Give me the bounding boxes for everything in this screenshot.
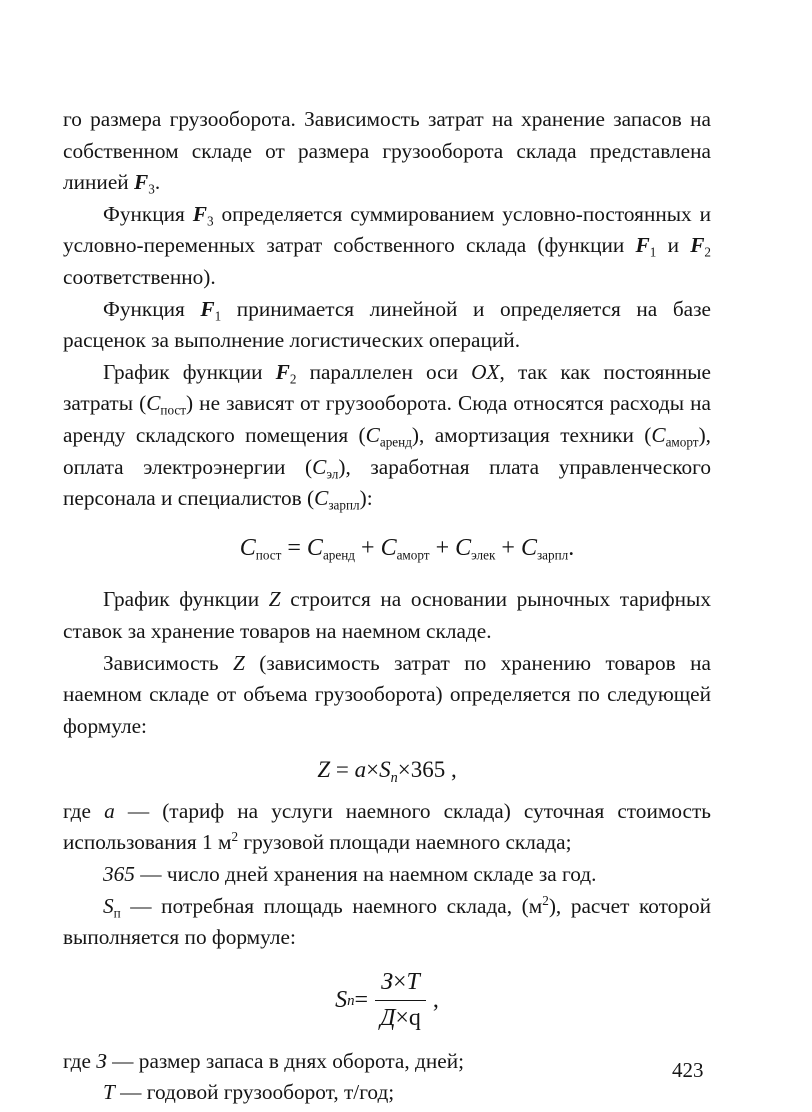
paragraph-9 [63,891,711,954]
formula-area: S n = $\frac{З\times T}{Д\times q}$ , [63,964,711,1038]
paragraph-7 [63,796,711,859]
text: где [63,798,105,823]
operator: + [355,534,381,561]
operator: = [330,757,355,783]
text: ), заработная плата управленческого персонала и специалистов ( [63,454,711,511]
subscript: 2 [289,371,297,387]
paragraph-10 [63,1046,711,1078]
body-text [63,104,711,1109]
var-q: q [408,1005,421,1032]
var-c: C [651,422,666,447]
text: — потребная площадь наемного склада, (м [120,893,543,918]
paragraph-5 [63,584,711,647]
text: , так как постоянные затраты ( [63,359,711,416]
operator: + [429,534,456,561]
var-f: F [200,296,215,321]
number: 365 [103,862,135,887]
subscript: пост [255,547,282,563]
text: . [154,170,161,195]
operator: = [281,534,307,561]
var-s: S [335,987,348,1014]
var-c: C [365,422,380,447]
var-s: S [103,893,114,918]
text: — (тариф на услуги наемного склада) суточная стоимость использования 1 м [63,798,711,855]
text: График функции [103,587,269,612]
text: ), расчет которой выполняется по формуле: [63,893,712,950]
subscript: 3 [148,181,155,197]
text: Функция [103,201,193,226]
text: го размера грузооборота. Зависимость затрат на хранение запасов на собственном складе от размера грузооборота склада представлена линией [63,107,711,195]
var-t: T [103,1080,115,1105]
subscript: 1 [649,244,657,260]
page-number: 423 [672,1058,704,1082]
var-z: Z [317,757,331,783]
paragraph-2 [63,199,711,294]
text: грузовой площади наемного склада; [238,830,572,855]
operator: × [397,757,411,783]
numerator [375,967,426,1002]
formula-z [63,754,711,786]
axis-label: OX [471,359,500,384]
text: ) не зависят от грузооборота. Сюда относятся расходы на аренду складского помещения ( [63,391,711,447]
paragraph-3 [63,294,711,357]
text: ): [359,486,373,511]
text: График функции [103,359,276,384]
subscript: аморт [396,547,430,563]
text: где [63,1048,97,1073]
text: . [568,534,575,561]
var-c: C [306,534,323,561]
subscript: зарпл [536,547,569,563]
var-z: Z [232,650,245,675]
text: — годовой грузооборот, т/год; [114,1080,395,1105]
text: строится на основании рыночных тарифных ставок за хранение товаров на наемном складе. [63,587,711,643]
text: Зависимость [103,650,233,675]
text: определяется суммированием условно-постоянных и условно-переменных затрат собственного склада (функции [63,201,712,258]
text: соответственно). [63,264,216,289]
var-f: F [690,233,705,258]
var-z3: З [96,1048,107,1073]
text: (зависимость затрат по хранению товаров на наемном складе от объема грузооборота) определяется по следующей формуле: [63,650,711,738]
subscript: пост [160,402,187,418]
var-f: F [192,201,207,226]
subscript: 1 [214,308,222,324]
subscript: аренд [379,434,412,450]
paragraph-8 [63,859,711,891]
operator: × [395,1005,409,1032]
var-c: C [312,454,327,479]
var-c: C [146,391,161,416]
superscript: 2 [542,892,549,908]
text: параллелен оси [296,359,472,384]
var-f: F [275,359,290,384]
var-a: a [104,798,115,823]
text: Функция [103,296,201,321]
var-t: T [406,968,420,995]
text: — размер запаса в днях оборота, дней; [106,1048,465,1073]
var-z3: З [381,968,393,995]
operator: × [392,968,407,995]
var-d: Д [380,1005,396,1032]
text: принимается линейной и определяется на базе расценок за выполнение логистических операций. [63,296,711,353]
paragraph-6 [63,648,711,743]
text: , [445,757,457,783]
paragraph-4 [63,357,711,515]
text: и [656,233,691,258]
text: — число дней хранения на наемном складе за год. [134,862,597,887]
var-f: F [635,233,650,258]
subscript: 2 [704,244,711,260]
operator: × [366,757,380,783]
subscript: аморт [665,434,699,450]
var-z: Z [268,587,281,612]
text: ), оплата электроэнергии ( [63,422,711,479]
formula-cost [103,533,711,565]
var-f: F [134,170,149,195]
var-c: C [239,534,256,561]
operator: = [354,987,369,1014]
var-c: C [520,534,537,561]
text: , [432,987,439,1014]
operator: + [495,534,521,561]
fraction [374,967,427,1035]
var-s: S [379,757,391,783]
subscript: аренд [322,547,356,563]
paragraph-1 [63,104,711,199]
subscript: элек [471,547,496,563]
denominator [374,1001,427,1035]
var-c: C [455,534,472,561]
subscript: 3 [206,213,214,229]
text: ), амортизация техники ( [411,422,652,447]
subscript: зарпл [328,497,360,513]
var-c: C [314,486,329,511]
number: 365 [410,757,446,783]
paragraph-11 [63,1077,711,1109]
subscript: n [390,770,398,787]
subscript: эл [326,466,339,482]
superscript: 2 [231,829,239,845]
subscript: п [113,905,121,921]
var-c: C [380,534,397,561]
var-a: a [354,757,367,783]
